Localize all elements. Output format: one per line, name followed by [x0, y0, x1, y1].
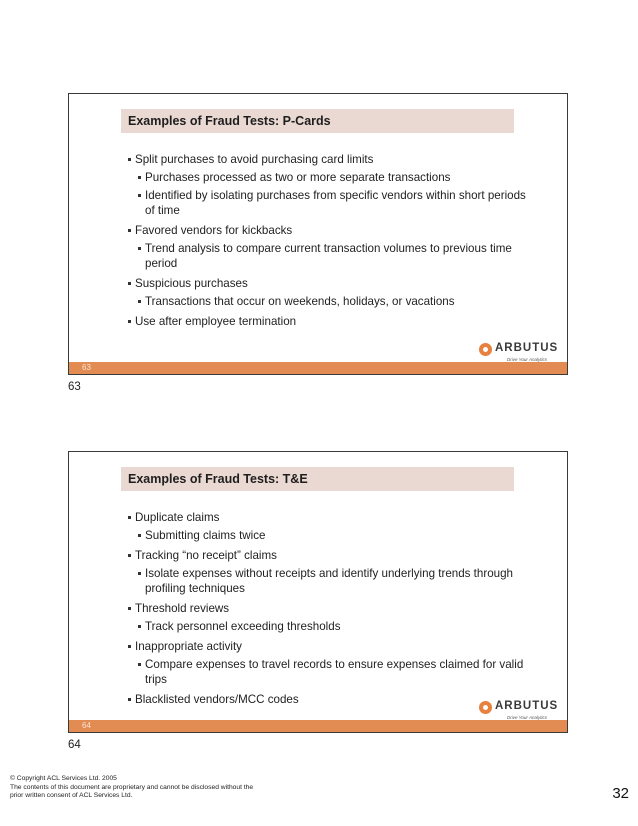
page-number: 32 [612, 785, 629, 802]
sub-bullet-item: Isolate expenses without receipts and identify underlying trends through profiling techniques [127, 566, 527, 596]
bullet-square-icon [138, 663, 141, 666]
slide-64 [68, 451, 568, 733]
bullet-square-icon [128, 229, 131, 232]
bullet-square-icon [128, 158, 131, 161]
bullet-square-icon [138, 572, 141, 575]
bullet-square-icon [138, 625, 141, 628]
bullet-list [127, 510, 527, 710]
bullet-square-icon [128, 698, 131, 701]
sub-bullet-item: Trend analysis to compare current transaction volumes to previous time period [127, 241, 527, 271]
bullet-square-icon [128, 607, 131, 610]
bullet-square-icon [128, 516, 131, 519]
sub-bullet-item: Transactions that occur on weekends, holidays, or vacations [127, 294, 527, 309]
slide-footer-bar [69, 720, 567, 732]
slide-title: Examples of Fraud Tests: P-Cards [121, 109, 514, 133]
bullet-item: Blacklisted vendors/MCC codes [127, 692, 527, 707]
bullet-square-icon [128, 282, 131, 285]
bullet-square-icon [128, 645, 131, 648]
bullet-square-icon [128, 554, 131, 557]
arbutus-logo: ARBUTUS Drive Your Analytics [479, 343, 559, 369]
sub-bullet-item: Track personnel exceeding thresholds [127, 619, 527, 634]
arbutus-logo: ARBUTUS Drive Your Analytics [479, 701, 559, 727]
sub-bullet-item: Compare expenses to travel records to ensure expenses claimed for valid trips [127, 657, 527, 687]
slide-footer-number: 64 [82, 721, 91, 730]
sub-bullet-item: Submitting claims twice [127, 528, 527, 543]
slide-63 [68, 93, 568, 375]
bullet-item: Threshold reviews [127, 601, 527, 616]
sub-bullet-item: Identified by isolating purchases from specific vendors within short periods of time [127, 188, 527, 218]
bullet-item: Split purchases to avoid purchasing card limits [127, 152, 527, 167]
logo-circle-icon [479, 701, 492, 714]
bullet-square-icon [138, 176, 141, 179]
bullet-item: Duplicate claims [127, 510, 527, 525]
bullet-item: Inappropriate activity [127, 639, 527, 654]
slide-footer-number: 63 [82, 363, 91, 372]
slide-footer-bar [69, 362, 567, 374]
bullet-square-icon [128, 320, 131, 323]
slide-caption: 63 [68, 381, 81, 393]
slide-title: Examples of Fraud Tests: T&E [121, 467, 514, 491]
bullet-item: Tracking “no receipt” claims [127, 548, 527, 563]
bullet-item: Favored vendors for kickbacks [127, 223, 527, 238]
slide-caption: 64 [68, 739, 81, 751]
copyright-notice [10, 775, 253, 801]
logo-circle-icon [479, 343, 492, 356]
copyright-line: prior written consent of ACL Services Ltd. [10, 792, 133, 799]
bullet-item: Suspicious purchases [127, 276, 527, 291]
bullet-list [127, 152, 527, 332]
sub-bullet-item: Purchases processed as two or more separate transactions [127, 170, 527, 185]
bullet-square-icon [138, 247, 141, 250]
bullet-square-icon [138, 300, 141, 303]
bullet-item: Use after employee termination [127, 314, 527, 329]
copyright-line: The contents of this document are proprietary and cannot be disclosed without the [10, 783, 254, 791]
bullet-square-icon [138, 534, 141, 537]
copyright-line: © Copyright ACL Services Ltd. 2005 [10, 775, 117, 782]
bullet-square-icon [138, 194, 141, 197]
